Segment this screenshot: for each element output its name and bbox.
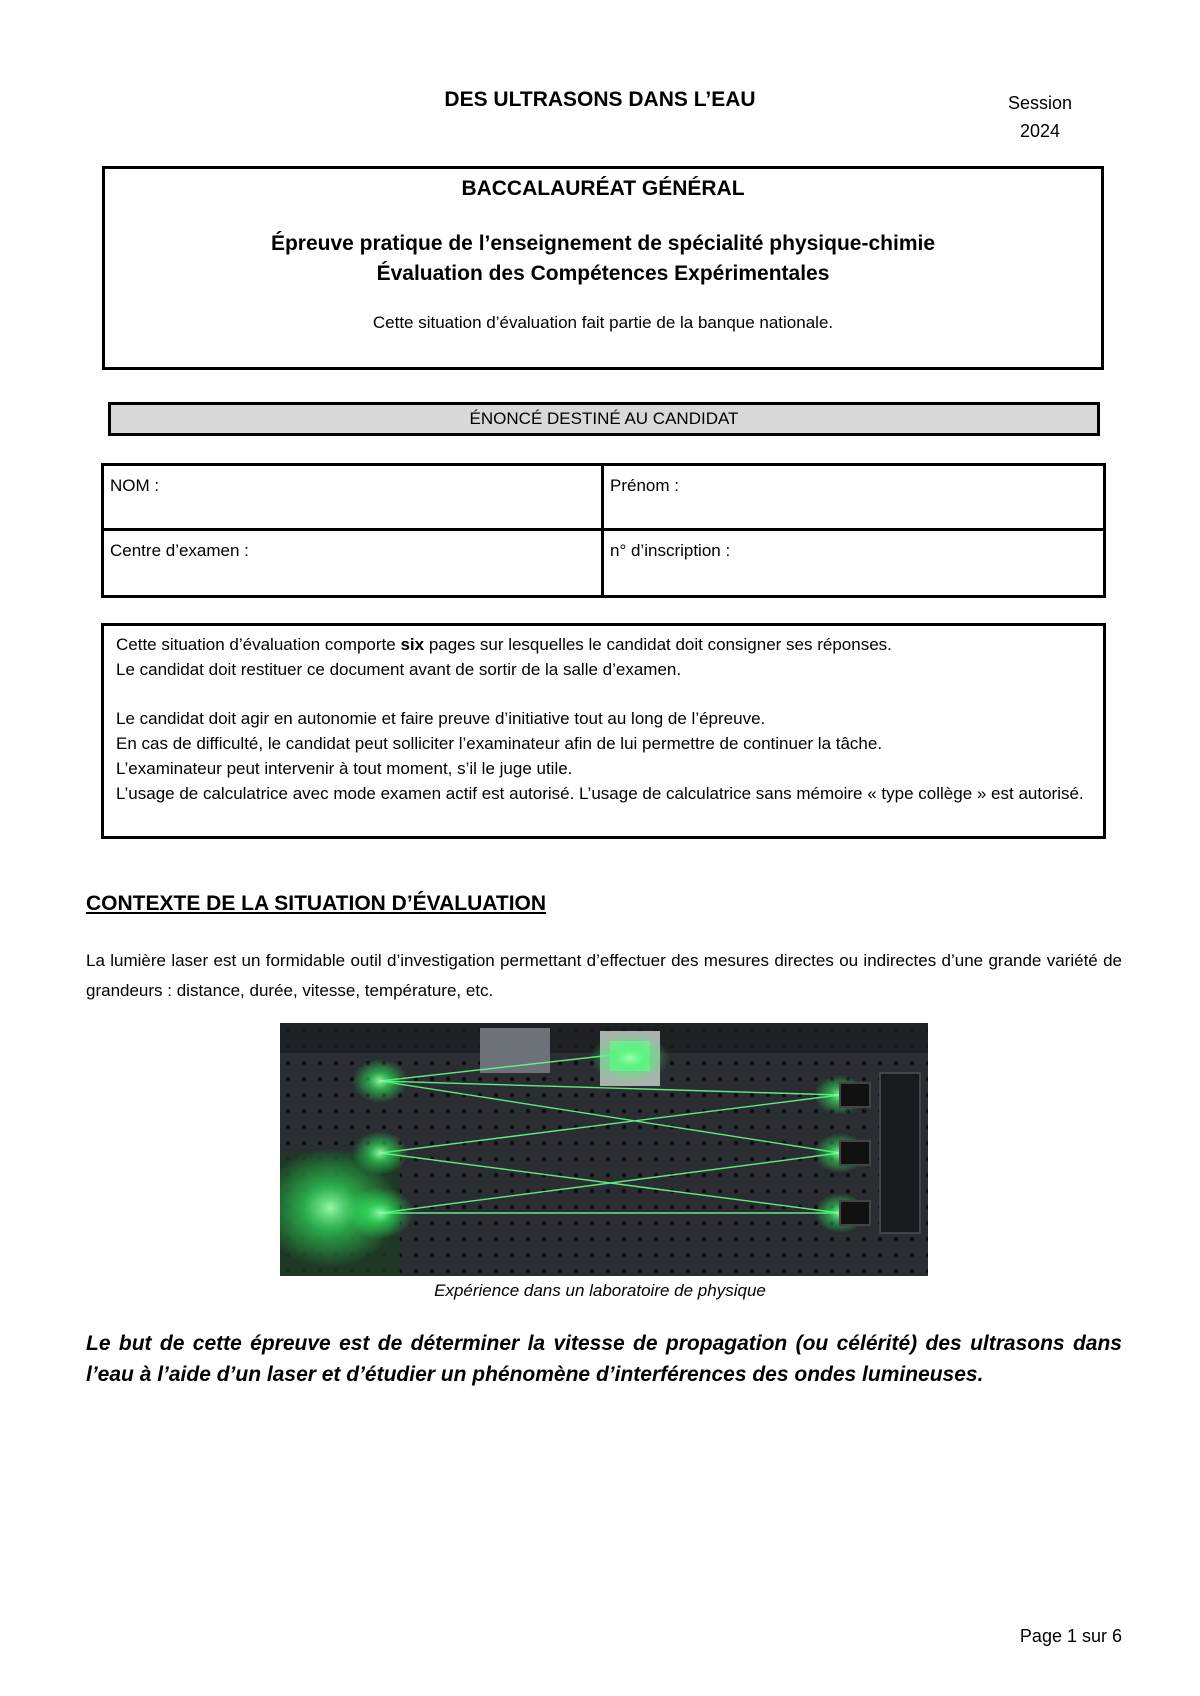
rule-line-4: En cas de difficulté, le candidat peut solliciter l’examinateur afin de lui permettre de continuer la tâche. [116,734,883,753]
photo-caption: Expérience dans un laboratoire de physique [434,1281,766,1300]
prenom-field[interactable]: Prénom : [604,466,1103,531]
session-info [1000,89,1080,145]
exam-subtitle-line1: Épreuve pratique de l’enseignement de spécialité physique-chimie [270,232,936,255]
instructions-box [101,623,1106,839]
exam-header-box [102,166,1104,370]
section-heading: CONTEXTE DE LA SITUATION D’ÉVALUATION [86,892,547,915]
centre-examen-field[interactable]: Centre d’examen : [104,531,604,596]
exam-subtitle [105,229,1101,289]
rule-line-1 [116,632,1091,657]
document-title: DES ULTRASONS DANS L’EAU [444,88,756,111]
exam-note: Cette situation d’évaluation fait partie de la banque nationale. [372,313,834,332]
rule-line-3: Le candidat doit agir en autonomie et faire preuve d’initiative tout au long de l’épreuve. [116,709,766,728]
page-number: Page 1 sur 6 [1019,1626,1122,1646]
rule-emphasis: six [400,635,425,654]
candidate-info-table [101,463,1106,598]
inscription-field[interactable]: n° d’inscription : [610,540,731,560]
context-paragraph: La lumière laser est un formidable outil d’investigation permettant d’effectuer des mesures directes ou indirectes d’une grande variété de grandeurs : distance, durée, vitesse, température, etc. [86,951,1122,1000]
rule-line-6: L’usage de calculatrice avec mode examen actif est autorisé. L’usage de calculatrice sans mémoire « type collège » est autorisé. [116,784,1084,803]
objective-statement: Le but de cette épreuve est de déterminer la vitesse de propagation (ou célérité) des ultrasons dans l’eau à l’aide d’un laser et d’étudier un phénomène d’interférences des ondes lumineuses. [86,1332,1122,1386]
rule-line-2: Le candidat doit restituer ce document avant de sortir de la salle d’examen. [116,660,682,679]
session-year: 2024 [1019,121,1061,141]
exam-subtitle-line2: Évaluation des Compétences Expérimentales [376,262,830,285]
exam-title: BACCALAURÉAT GÉNÉRAL [461,177,745,200]
rule-line-5: L’examinateur peut intervenir à tout moment, s’il le juge utile. [116,759,573,778]
laser-photo-illustration [280,1023,928,1276]
rule-text: pages sur lesquelles le candidat doit consigner ses réponses. [424,635,892,654]
enonce-banner: ÉNONCÉ DESTINÉ AU CANDIDAT [108,402,1100,436]
session-label: Session [1007,93,1073,113]
nom-field[interactable]: NOM : [104,466,604,531]
rule-text: Cette situation d’évaluation comporte [116,635,401,654]
laser-experiment-photo [280,1023,928,1276]
